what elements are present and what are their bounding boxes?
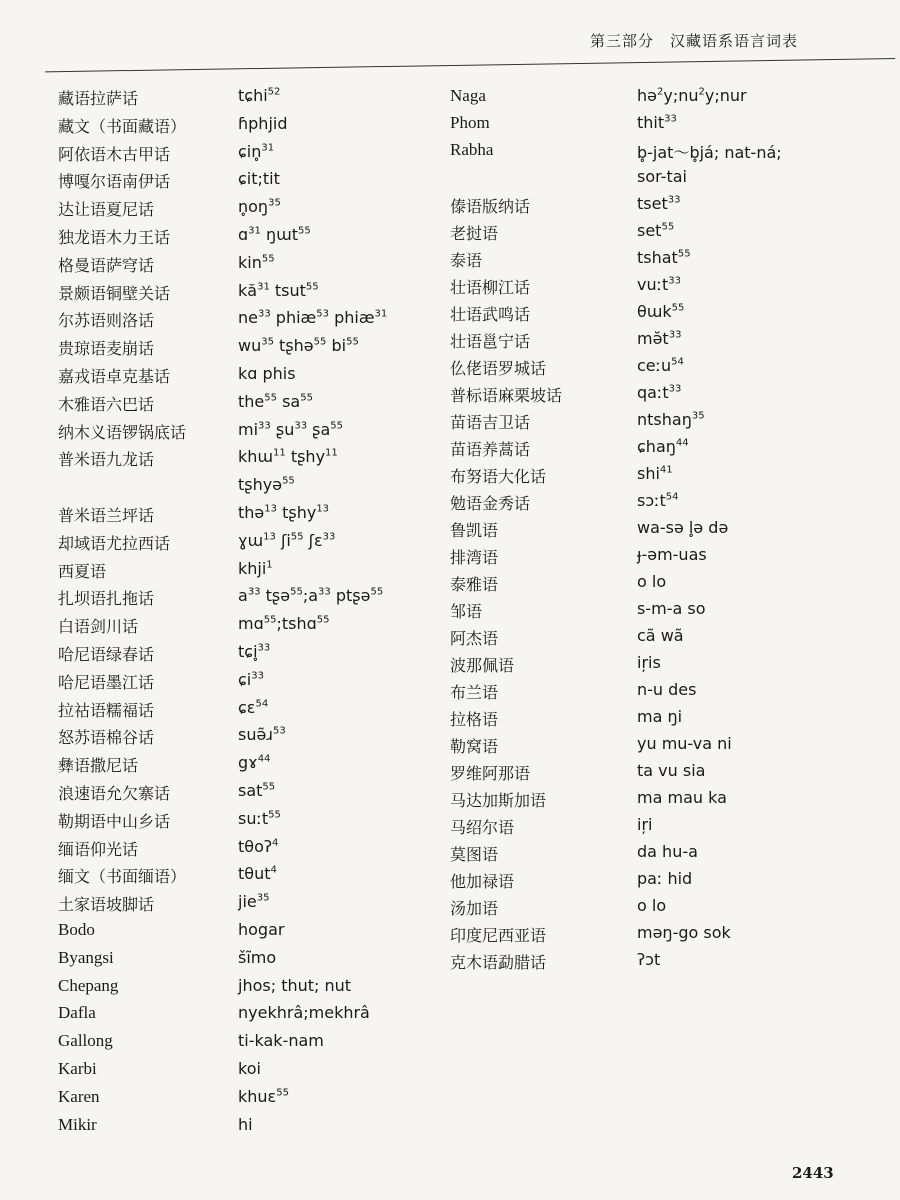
right-language-name: 布努语大化话 xyxy=(450,467,547,486)
right-language-name: 老挝语 xyxy=(450,224,499,243)
right-language-name: 阿杰语 xyxy=(450,629,499,648)
left-language-name: 缅语仰光话 xyxy=(58,839,139,859)
right-word-form: sɔːt$^{54}$ xyxy=(637,491,679,510)
left-word-form: tʂhyə$^{55}$ xyxy=(238,475,295,495)
left-word-form: $ne^{33}$ phiæ$^{53}$ phiæ$^{31}$ xyxy=(238,308,388,328)
right-word-form: iŗis xyxy=(637,653,661,672)
left-word-form: tθut$^4$ xyxy=(238,864,277,884)
left-word-form: tɕhi$^{52}$ xyxy=(238,86,281,105)
right-language-name: 汤加语 xyxy=(450,899,499,918)
left-word-form: ɣɯ$^{13}$ ʃi$^{55}$ ʃɛ$^{33}$ xyxy=(238,530,336,550)
right-word-form: da hu-a xyxy=(637,842,698,861)
left-language-name: 却域语尤拉西话 xyxy=(58,533,171,553)
left-word-form: $kă^{31}$ tsut$^{55}$ xyxy=(238,280,319,300)
right-language-name: 勉语金秀话 xyxy=(450,494,531,513)
left-word-form: jhos; thut; nut xyxy=(238,975,352,995)
right-word-form: iŗi xyxy=(637,815,653,834)
right-language-name: 苗语养蒿话 xyxy=(450,440,531,459)
right-language-name: 仫佬语罗城话 xyxy=(450,359,547,378)
right-language-name: 泰语 xyxy=(450,251,483,270)
left-word-form: jie$^{35}$ xyxy=(238,892,270,912)
right-language-name: 莫图语 xyxy=(450,845,499,864)
right-word-form: ɟ-əm-uas xyxy=(637,545,707,564)
left-language-name: 彝语撒尼话 xyxy=(58,756,139,776)
right-word-form: shi$^{41}$ xyxy=(637,464,673,483)
right-word-form: o lo xyxy=(637,896,667,915)
left-language-name: 藏语拉萨话 xyxy=(58,89,139,108)
left-word-form: $mi^{33}$ ʂu$^{33}$ ʂa$^{55}$ xyxy=(238,419,344,439)
left-language-name: Bodo xyxy=(58,920,95,939)
right-word-form: ma mau ka xyxy=(637,788,727,807)
right-language-name: 克木语勐腊话 xyxy=(450,953,547,972)
right-language-name: 罗维阿那语 xyxy=(450,764,531,783)
right-language-name: 马达加斯加语 xyxy=(450,791,547,810)
left-word-form: suə̃ɹ$^{53}$ xyxy=(238,725,286,745)
left-language-name: Chepang xyxy=(58,975,119,995)
right-word-form: ta vu sia xyxy=(637,761,706,780)
right-word-form: $mə̆t^{33}$ xyxy=(637,329,682,348)
right-word-form: ʔɔt xyxy=(637,950,661,969)
right-language-name: Naga xyxy=(450,86,486,105)
left-word-form: $a^{33}$ $tʂə^{55};a^{33}$ ptʂə$^{55}$ xyxy=(238,586,384,606)
right-language-name: 拉格语 xyxy=(450,710,499,729)
left-word-form: ɕin̥$^{31}$ xyxy=(238,141,275,161)
left-language-name: 格曼语萨穹话 xyxy=(58,255,155,275)
left-language-name: 勒期语中山乡话 xyxy=(58,811,171,831)
left-word-form: thə$^{13}$ tʂhy$^{13}$ xyxy=(238,503,330,522)
left-word-form: kɑ phis xyxy=(238,364,296,383)
left-word-form: khuɛ$^{55}$ xyxy=(238,1086,289,1106)
left-language-name: 拉祜语糯福话 xyxy=(58,700,155,720)
right-word-form: set$^{55}$ xyxy=(637,221,675,240)
left-language-name: Dafla xyxy=(58,1003,96,1023)
right-language-name: 壮语邕宁话 xyxy=(450,332,531,351)
left-language-name: 浪速语允欠寨话 xyxy=(58,784,171,803)
right-word-form: paː hid xyxy=(637,869,693,888)
left-word-form: kin$^{55}$ xyxy=(238,252,275,272)
left-word-form: suːt$^{55}$ xyxy=(238,808,281,828)
left-word-form: $n̥oŋ^{35}$ xyxy=(238,197,281,217)
left-language-name: 白语剑川话 xyxy=(58,617,139,637)
right-word-form: tshat$^{55}$ xyxy=(637,248,691,267)
left-word-form: sat$^{55}$ xyxy=(238,781,276,800)
left-language-name: 土家语坡脚话 xyxy=(58,895,155,915)
right-word-form: o lo xyxy=(637,572,667,591)
left-language-name: 缅文（书面缅语） xyxy=(58,867,187,887)
right-word-form: cã wã xyxy=(637,626,684,645)
left-word-form: ɕit;tit xyxy=(238,169,280,189)
left-word-form: ɕi$^{33}$ xyxy=(238,669,264,689)
left-language-name: 普米语九龙话 xyxy=(58,450,155,470)
right-word-form: tset$^{33}$ xyxy=(637,194,681,213)
left-word-form: koi xyxy=(238,1059,261,1078)
right-language-name: 布兰语 xyxy=(450,683,499,702)
left-word-form: khji$^1$ xyxy=(238,558,273,578)
left-language-name: 西夏语 xyxy=(58,561,107,581)
left-word-form: šĩmo xyxy=(238,947,277,967)
right-language-name: Phom xyxy=(450,113,490,132)
right-word-form: vuːt$^{33}$ xyxy=(637,275,682,294)
left-language-name: 扎坝语扎拖话 xyxy=(58,589,155,609)
right-language-name: 印度尼西亚语 xyxy=(450,926,547,945)
right-word-form: n-u des xyxy=(637,680,697,699)
left-language-name: Byangsi xyxy=(58,947,114,967)
left-word-form: $wu^{35}$ tʂhə$^{55}$ $bi^{55}$ xyxy=(238,336,359,356)
left-language-name: 博嘎尔语南伊话 xyxy=(58,172,171,192)
left-word-form: ɑ$^{31}$ ŋɯt$^{55}$ xyxy=(238,225,311,244)
right-language-name: 鲁凯语 xyxy=(450,521,499,540)
running-header: 第三部分 汉藏语系语言词表 xyxy=(590,32,799,50)
right-word-form: yu mu-va ni xyxy=(637,734,732,753)
left-language-name: Gallong xyxy=(58,1031,113,1051)
left-language-name: 景颇语铜壁关话 xyxy=(58,283,171,303)
right-word-form: θɯk$^{55}$ xyxy=(637,302,685,321)
left-language-name: 贵琼语麦崩话 xyxy=(58,339,155,359)
left-language-name: 达让语夏尼话 xyxy=(58,200,155,220)
left-word-form: ɕɛ$^{54}$ xyxy=(238,697,269,717)
right-word-form: b̥-jat～b̥já; nat-ná; xyxy=(637,143,782,162)
left-word-form: ɦphjid xyxy=(238,113,288,133)
left-word-form: tθoʔ$^4$ xyxy=(238,836,279,856)
right-language-name: 勒窝语 xyxy=(450,737,499,756)
left-word-form: the$^{55}$ $sa^{55}$ xyxy=(238,391,313,411)
right-word-form: ntshaŋ$^{35}$ xyxy=(637,410,705,429)
left-language-name: 纳木义语锣锅底话 xyxy=(58,422,187,442)
right-language-name: 马绍尔语 xyxy=(450,818,515,837)
right-word-form: ma ŋi xyxy=(637,707,683,726)
right-word-form: s-m-a so xyxy=(637,599,706,618)
left-language-name: 独龙语木力王话 xyxy=(58,228,171,247)
right-word-form: thit$^{33}$ xyxy=(637,113,677,132)
left-language-name: 怒苏语棉谷话 xyxy=(58,728,155,748)
left-language-name: 哈尼语绿春话 xyxy=(58,645,155,664)
left-language-name: 阿依语木古甲话 xyxy=(58,144,171,164)
right-word-form: məŋ-go sok xyxy=(637,923,731,942)
header-rule xyxy=(45,58,895,72)
left-language-name: Karbi xyxy=(58,1059,97,1078)
right-language-name: 他加禄语 xyxy=(450,872,515,891)
left-language-name: Mikir xyxy=(58,1114,97,1134)
page-number: 2443 xyxy=(792,1164,834,1182)
left-language-name: 藏文（书面藏语） xyxy=(58,116,187,136)
left-word-form: nyekhrâ;mekhrâ xyxy=(238,1003,370,1023)
right-language-name: 普标语麻栗坡话 xyxy=(450,386,563,405)
right-language-name: 泰雅语 xyxy=(450,575,499,594)
right-word-form: ɕhaŋ$^{44}$ xyxy=(637,437,689,456)
left-word-form: gɤ$^{44}$ xyxy=(238,753,271,773)
right-word-form: wa-sə l̥ə də xyxy=(637,518,729,537)
right-word-form: qaːt$^{33}$ xyxy=(637,383,682,402)
left-language-name: Karen xyxy=(58,1086,100,1106)
left-language-name: 哈尼语墨江话 xyxy=(58,672,155,692)
left-word-form: tɕi̥$^{33}$ xyxy=(238,642,271,661)
left-word-form: hi xyxy=(238,1114,253,1134)
left-language-name: 木雅语六巴话 xyxy=(58,394,155,414)
right-word-form: ceːu$^{54}$ xyxy=(637,356,684,375)
right-word-form: sor-tai xyxy=(637,167,687,186)
left-word-form: mɑ$^{55}$;tshɑ$^{55}$ xyxy=(238,614,330,634)
right-language-name: 傣语版纳话 xyxy=(450,197,531,216)
left-language-name: 普米语兰坪话 xyxy=(58,506,155,525)
right-language-name: 波那佩语 xyxy=(450,656,515,675)
left-word-form: khɯ$^{11}$ tʂhy$^{11}$ xyxy=(238,447,338,467)
left-language-name: 尔苏语则洛话 xyxy=(58,311,155,331)
right-language-name: 壮语柳江话 xyxy=(450,278,531,297)
right-language-name: 苗语吉卫话 xyxy=(450,413,531,432)
right-language-name: Rabha xyxy=(450,140,494,159)
right-word-form: $hə^2y;nu^2y;nur$ xyxy=(637,86,747,105)
right-language-name: 邹语 xyxy=(450,602,483,621)
left-word-form: hogar xyxy=(238,920,285,939)
left-word-form: ti-kak-nam xyxy=(238,1031,324,1051)
right-language-name: 壮语武鸣话 xyxy=(450,305,531,324)
left-language-name: 嘉戎语卓克基话 xyxy=(58,367,171,386)
right-language-name: 排湾语 xyxy=(450,548,499,567)
